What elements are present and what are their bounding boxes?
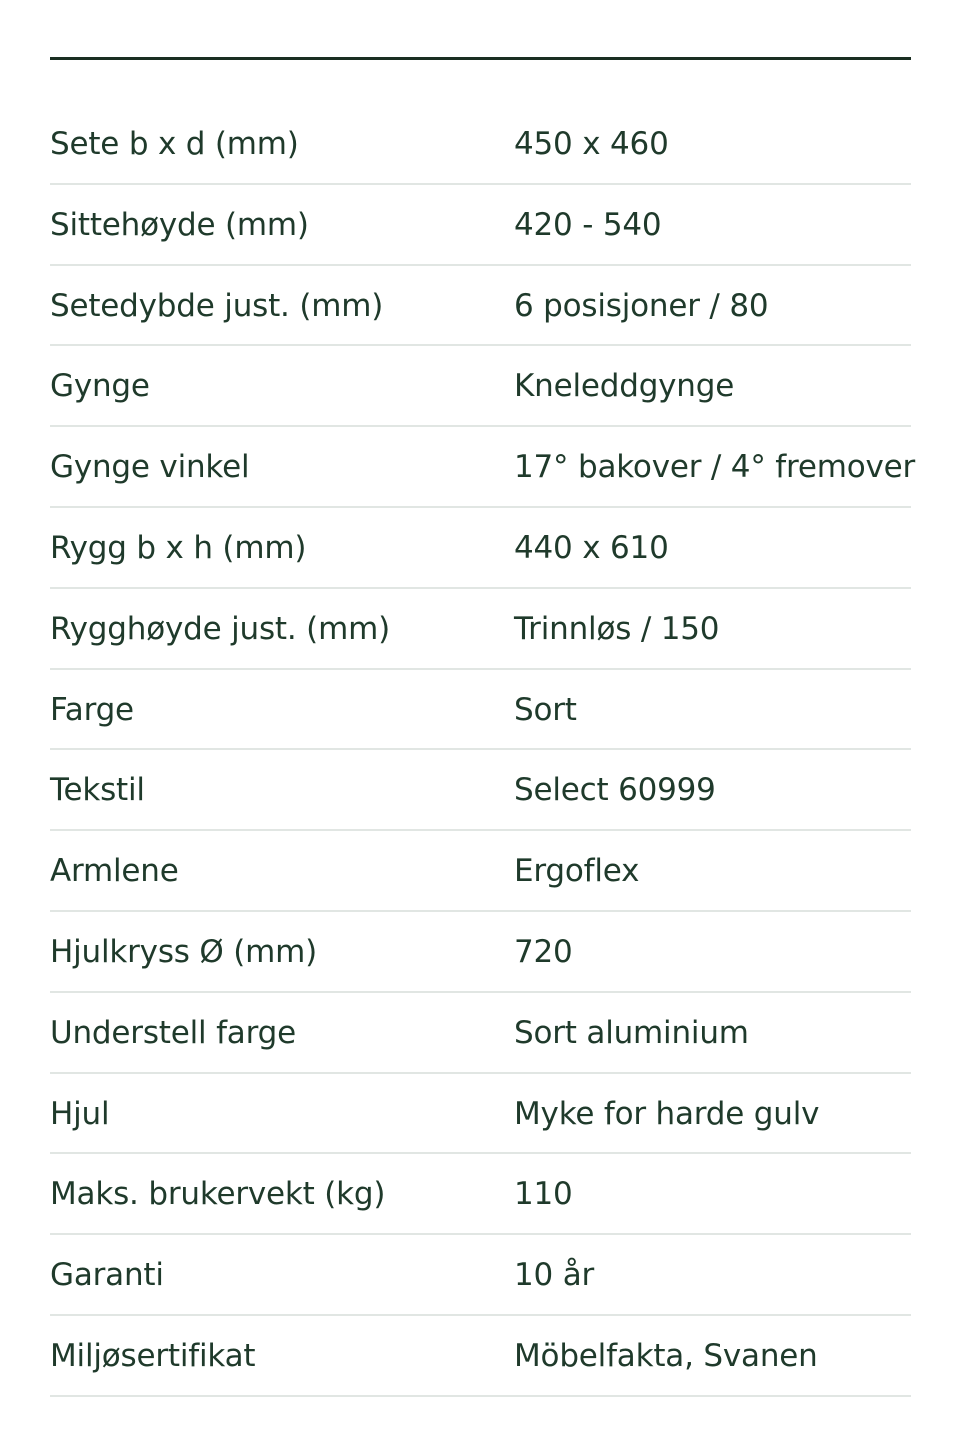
spec-label: Farge — [50, 691, 134, 728]
spec-row — [50, 104, 911, 185]
spec-label: Miljøsertifikat — [50, 1337, 256, 1374]
spec-value: Ergoflex — [514, 853, 640, 890]
spec-row — [50, 1316, 911, 1397]
spec-row — [50, 670, 911, 751]
spec-label: Hjul — [50, 1095, 110, 1132]
spec-row — [50, 912, 911, 993]
spec-row — [50, 993, 911, 1074]
spec-label: Gynge vinkel — [50, 449, 250, 486]
spec-value: 720 — [514, 933, 573, 970]
spec-value: 17° bakover / 4° fremover — [514, 449, 916, 486]
spec-row — [50, 346, 911, 427]
spec-label: Gynge — [50, 368, 150, 405]
spec-label: Rygg b x h (mm) — [50, 529, 307, 566]
spec-value: Myke for harde gulv — [514, 1095, 820, 1132]
spec-label: Tekstil — [50, 772, 145, 809]
spec-label: Sittehøyde (mm) — [50, 206, 309, 243]
spec-value: Möbelfakta, Svanen — [514, 1337, 818, 1374]
spec-label: Understell farge — [50, 1014, 296, 1051]
spec-label: Rygghøyde just. (mm) — [50, 610, 390, 647]
spec-value: Kneleddgynge — [514, 368, 735, 405]
spec-label: Sete b x d (mm) — [50, 126, 299, 162]
spec-label: Armlene — [50, 853, 179, 890]
spec-row — [50, 266, 911, 347]
spec-value: 440 x 610 — [514, 529, 669, 566]
spec-label: Setedybde just. (mm) — [50, 287, 384, 324]
spec-value: Select 60999 — [514, 772, 716, 809]
spec-value: 450 x 460 — [514, 126, 669, 162]
spec-row — [50, 427, 916, 508]
spec-value: 10 år — [514, 1257, 595, 1294]
spec-row — [50, 1235, 911, 1316]
spec-row — [50, 750, 911, 831]
spec-value: 110 — [514, 1176, 573, 1213]
spec-value: 6 posisjoner / 80 — [514, 287, 769, 324]
spec-table — [50, 104, 916, 1397]
spec-value: Trinnløs / 150 — [514, 610, 720, 647]
spec-label: Hjulkryss Ø (mm) — [50, 933, 318, 970]
spec-value: 420 - 540 — [514, 206, 662, 243]
spec-row — [50, 508, 911, 589]
spec-label: Maks. brukervekt (kg) — [50, 1176, 386, 1213]
spec-row — [50, 185, 911, 266]
spec-value: Sort aluminium — [514, 1014, 749, 1051]
top-divider — [50, 57, 911, 60]
spec-value: Sort — [514, 691, 577, 728]
spec-row — [50, 1154, 911, 1235]
spec-label: Garanti — [50, 1257, 164, 1294]
spec-row — [50, 831, 911, 912]
spec-row — [50, 589, 911, 670]
spec-row — [50, 1074, 911, 1155]
